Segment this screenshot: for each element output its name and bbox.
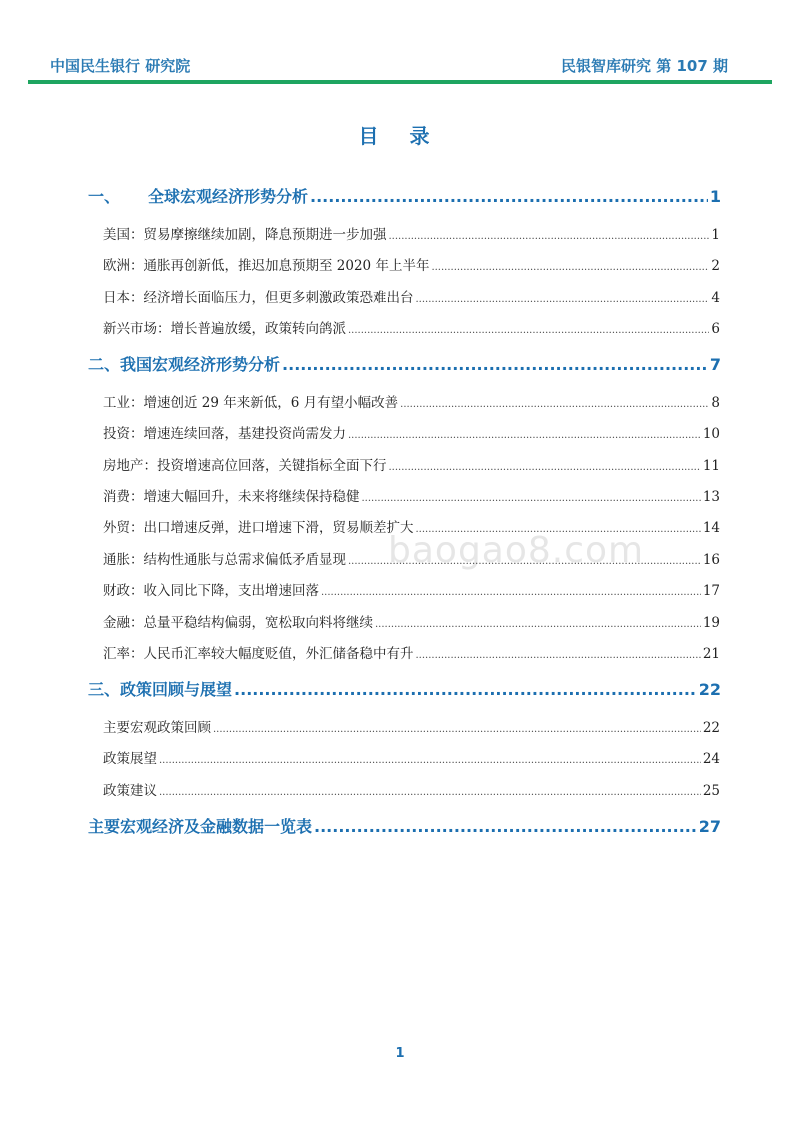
- dot-leader: [282, 353, 708, 377]
- toc-section-title: 政策回顾与展望: [120, 680, 233, 699]
- toc-page-number: 11: [702, 458, 720, 474]
- toc-item-label: 金融：总量平稳结构偏弱，宽松取向料将继续: [103, 615, 373, 631]
- header-divider: [28, 80, 772, 84]
- watermark: baogao8.com: [388, 530, 645, 571]
- dot-leader: [159, 782, 701, 802]
- toc-item[interactable]: [103, 748, 720, 770]
- toc-page-number: 7: [709, 355, 721, 374]
- toc-item-label: 房地产：投资增速高位回落，关键指标全面下行: [103, 458, 387, 474]
- toc-item-label: 投资：增速连续回落，基建投资尚需发力: [103, 426, 346, 442]
- toc-item[interactable]: [103, 612, 720, 634]
- toc-item-label: 消费：增速大幅回升，未来将继续保持稳健: [103, 489, 360, 505]
- dot-leader: [416, 645, 701, 665]
- dot-leader: [431, 257, 709, 277]
- toc-page-number: 6: [711, 321, 720, 337]
- toc-section-title: 我国宏观经济形势分析: [120, 355, 281, 374]
- toc-item[interactable]: [103, 717, 720, 739]
- dot-leader: [416, 289, 710, 309]
- toc-item-label: 美国：贸易摩擦继续加剧，降息预期进一步加强: [103, 227, 387, 243]
- dot-leader: [314, 815, 697, 839]
- toc-page-number: 1: [709, 187, 721, 206]
- toc-page-number: 22: [702, 720, 720, 736]
- toc-section-2[interactable]: [88, 353, 721, 377]
- toc-item[interactable]: [103, 580, 720, 602]
- dot-leader: [159, 750, 701, 770]
- toc-item-label: 日本：经济增长面临压力，但更多刺激政策恐难出台: [103, 290, 414, 306]
- toc-item-label: 通胀：结构性通胀与总需求偏低矛盾显现: [103, 552, 346, 568]
- toc-page-number: 25: [702, 783, 720, 799]
- toc-item[interactable]: [103, 486, 720, 508]
- dot-leader: [375, 614, 701, 634]
- toc-page-number: 22: [698, 680, 721, 699]
- toc-item[interactable]: [103, 287, 720, 309]
- toc-page-number: 24: [702, 751, 720, 767]
- toc-page-number: 13: [702, 489, 720, 505]
- toc-page-number: 16: [702, 552, 720, 568]
- toc-item-label: 政策建议: [103, 783, 157, 799]
- toc-page-number: 8: [711, 395, 720, 411]
- dot-leader: [310, 185, 708, 209]
- toc-section-number: 三、: [88, 680, 121, 699]
- dot-leader: [348, 425, 701, 445]
- page-number: 1: [395, 1046, 405, 1061]
- toc-section-number: 一、: [88, 187, 121, 206]
- toc-section-title: 主要宏观经济及金融数据一览表: [88, 817, 313, 836]
- dot-leader: [321, 582, 701, 602]
- dot-leader: [213, 719, 701, 739]
- toc-item[interactable]: [103, 517, 720, 539]
- toc-section-3[interactable]: [88, 678, 721, 702]
- toc-item-label: 外贸：出口增速反弹，进口增速下滑，贸易顺差扩大: [103, 520, 414, 536]
- toc-item[interactable]: [103, 224, 720, 246]
- header-issue: 民银智库研究 第 107 期: [561, 57, 728, 75]
- toc-item-label: 政策展望: [103, 751, 157, 767]
- toc-item[interactable]: [103, 255, 720, 277]
- toc-section-appendix[interactable]: [88, 815, 721, 839]
- toc-item[interactable]: [103, 643, 720, 665]
- toc-item-label: 主要宏观政策回顾: [103, 720, 211, 736]
- toc-item-label: 财政：收入同比下降，支出增速回落: [103, 583, 319, 599]
- toc-page-number: 10: [702, 426, 720, 442]
- toc-page-number: 1: [711, 227, 720, 243]
- dot-leader: [234, 678, 697, 702]
- dot-leader: [389, 457, 701, 477]
- toc-page-number: 4: [711, 290, 720, 306]
- toc-section-1[interactable]: [88, 185, 721, 209]
- toc-item-label: 欧洲：通胀再创新低，推迟加息预期至 2020 年上半年: [103, 258, 430, 274]
- toc-title: 目 录: [358, 124, 442, 148]
- page-header: [0, 0, 800, 90]
- dot-leader: [389, 226, 710, 246]
- dot-leader: [400, 394, 709, 414]
- toc-item[interactable]: [103, 318, 720, 340]
- toc-item[interactable]: [103, 455, 720, 477]
- header-org-name: 中国民生银行 研究院: [50, 57, 191, 75]
- toc-page-number: 19: [702, 615, 720, 631]
- dot-leader: [416, 519, 701, 539]
- toc-page-number: 27: [698, 817, 721, 836]
- toc-page-number: 21: [702, 646, 720, 662]
- dot-leader: [348, 320, 709, 340]
- toc-section-title: 全球宏观经济形势分析: [148, 187, 309, 206]
- toc-item-label: 汇率：人民币汇率较大幅度贬值，外汇储备稳中有升: [103, 646, 414, 662]
- dot-leader: [362, 488, 701, 508]
- toc-item[interactable]: [103, 780, 720, 802]
- dot-leader: [348, 551, 701, 571]
- toc-section-number: 二、: [88, 355, 121, 374]
- toc-page-number: 17: [702, 583, 720, 599]
- toc-item[interactable]: [103, 549, 720, 571]
- toc-page-number: 2: [711, 258, 720, 274]
- toc-item[interactable]: [103, 392, 720, 414]
- toc-page-number: 14: [702, 520, 720, 536]
- toc-item-label: 工业：增速创近 29 年来新低，6 月有望小幅改善: [103, 395, 399, 411]
- toc-item[interactable]: [103, 423, 720, 445]
- toc-item-label: 新兴市场：增长普遍放缓，政策转向鸽派: [103, 321, 346, 337]
